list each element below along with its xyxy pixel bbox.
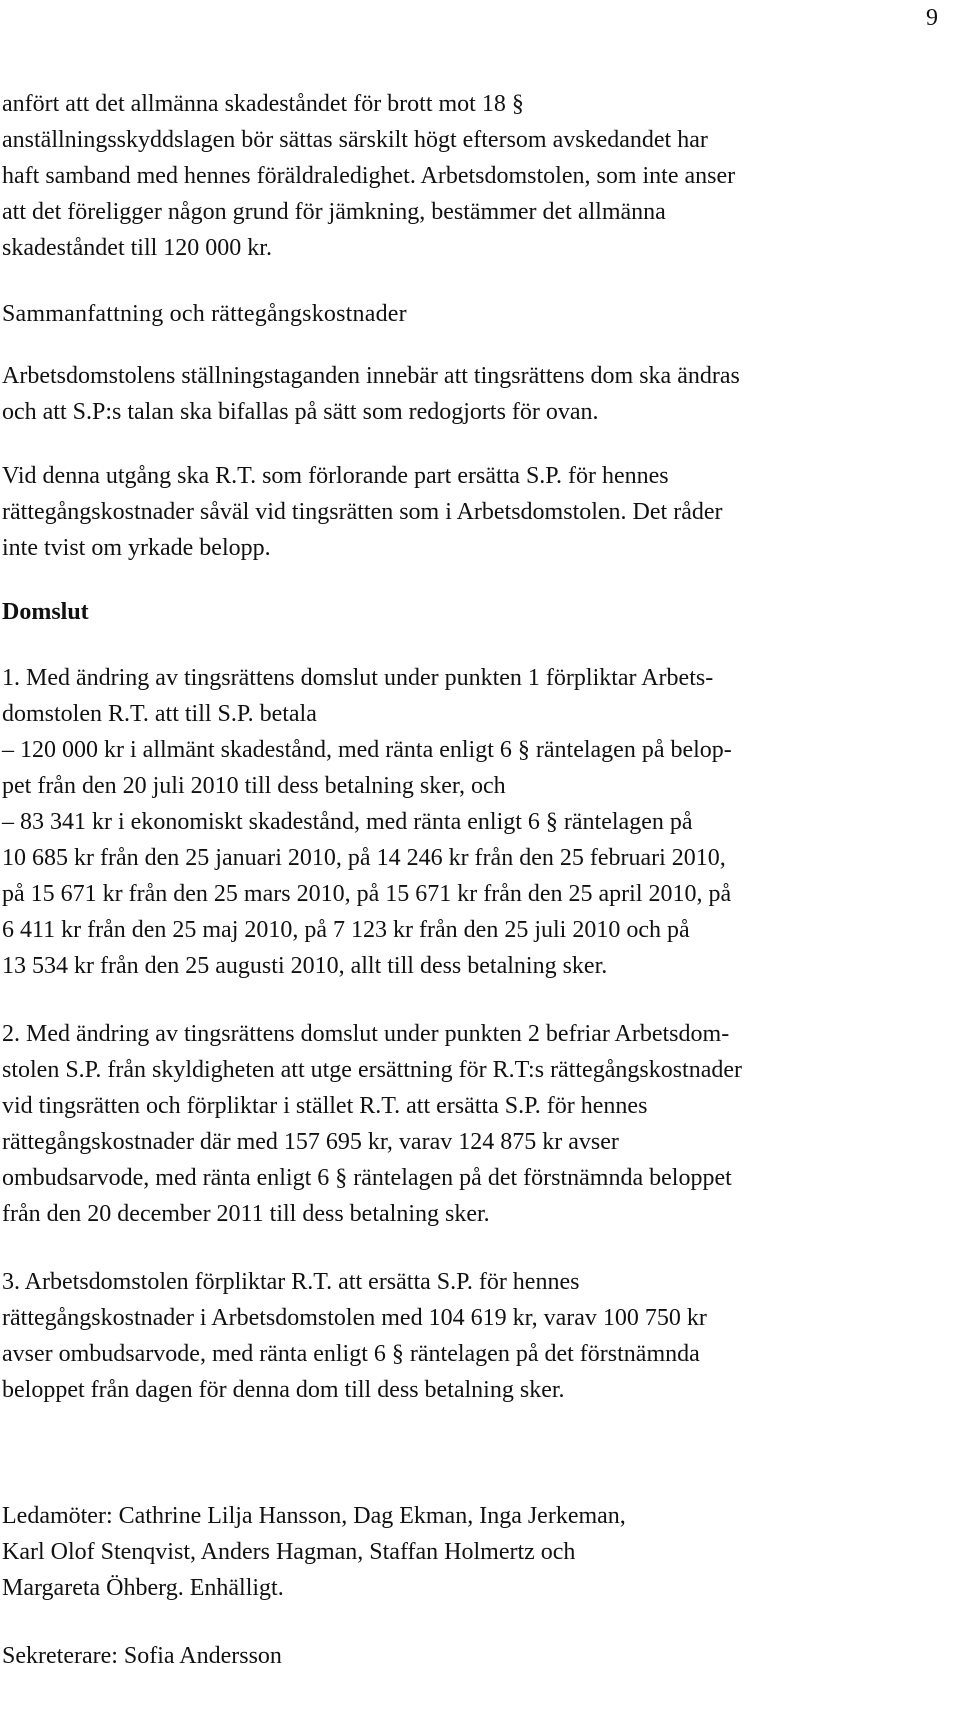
- text-line: rättegångskostnader såväl vid tingsrätten som i Arbetsdomstolen. Det råder: [2, 499, 723, 525]
- text-line: beloppet från dagen för denna dom till dess betalning sker.: [2, 1377, 565, 1403]
- intro-paragraph: [2, 86, 952, 266]
- text-line: anfört att det allmänna skadeståndet för brott mot 18 §: [2, 91, 524, 117]
- text-line: Vid denna utgång ska R.T. som förlorande part ersätta S.P. för hennes: [2, 463, 669, 489]
- text-line: Karl Olof Stenqvist, Anders Hagman, Staffan Holmertz och: [2, 1539, 576, 1565]
- text-line: rättegångskostnader i Arbetsdomstolen med 104 619 kr, varav 100 750 kr: [2, 1305, 707, 1331]
- text-line: skadeståndet till 120 000 kr.: [2, 235, 272, 261]
- page-number: 9: [926, 5, 938, 31]
- text-line: ombudsarvode, med ränta enligt 6 § räntelagen på det förstnämnda beloppet: [2, 1165, 732, 1191]
- text-line: från den 20 december 2011 till dess betalning sker.: [2, 1201, 490, 1227]
- summary-paragraph: [2, 358, 952, 430]
- domslut-item-1: [2, 660, 952, 984]
- text-line: och att S.P:s talan ska bifallas på sätt som redogjorts för ovan.: [2, 399, 599, 425]
- domslut-item-3: [2, 1264, 952, 1408]
- document-body: [2, 86, 952, 1674]
- costs-paragraph: [2, 458, 952, 566]
- text-line: – 120 000 kr i allmänt skadestånd, med ränta enligt 6 § räntelagen på belop-: [2, 737, 732, 763]
- text-line: 2. Med ändring av tingsrättens domslut under punkten 2 befriar Arbetsdom-: [2, 1021, 730, 1047]
- text-line: Ledamöter: Cathrine Lilja Hansson, Dag Ekman, Inga Jerkeman,: [2, 1503, 626, 1529]
- text-line: Arbetsdomstolens ställningstaganden innebär att tingsrättens dom ska ändras: [2, 363, 740, 389]
- text-line: – 83 341 kr i ekonomiskt skadestånd, med ränta enligt 6 § räntelagen på: [2, 809, 693, 835]
- text-line: 10 685 kr från den 25 januari 2010, på 14 246 kr från den 25 februari 2010,: [2, 845, 726, 871]
- text-line: inte tvist om yrkade belopp.: [2, 535, 271, 561]
- summary-heading: Sammanfattning och rättegångskostnader: [2, 301, 407, 327]
- members-paragraph: [2, 1498, 952, 1606]
- text-line: domstolen R.T. att till S.P. betala: [2, 701, 317, 727]
- domslut-heading: Domslut: [2, 599, 89, 625]
- text-line: vid tingsrätten och förpliktar i stället R.T. att ersätta S.P. för hennes: [2, 1093, 648, 1119]
- text-line: 13 534 kr från den 25 augusti 2010, allt till dess betalning sker.: [2, 953, 608, 979]
- text-line: 6 411 kr från den 25 maj 2010, på 7 123 kr från den 25 juli 2010 och på: [2, 917, 690, 943]
- text-line: pet från den 20 juli 2010 till dess betalning sker, och: [2, 773, 506, 799]
- text-line: 1. Med ändring av tingsrättens domslut under punkten 1 förpliktar Arbets-: [2, 665, 714, 691]
- text-line: anställningsskyddslagen bör sättas särskilt högt eftersom avskedandet har: [2, 127, 708, 153]
- text-line: stolen S.P. från skyldigheten att utge ersättning för R.T:s rättegångskostnader: [2, 1057, 742, 1083]
- text-line: haft samband med hennes föräldraledighet. Arbetsdomstolen, som inte anser: [2, 163, 736, 189]
- text-line: på 15 671 kr från den 25 mars 2010, på 15 671 kr från den 25 april 2010, på: [2, 881, 732, 907]
- secretary-line: Sekreterare: Sofia Andersson: [2, 1643, 282, 1669]
- text-line: Margareta Öhberg. Enhälligt.: [2, 1575, 284, 1601]
- domslut-item-2: [2, 1016, 952, 1232]
- text-line: 3. Arbetsdomstolen förpliktar R.T. att ersätta S.P. för hennes: [2, 1269, 580, 1295]
- text-line: avser ombudsarvode, med ränta enligt 6 § räntelagen på det förstnämnda: [2, 1341, 700, 1367]
- text-line: rättegångskostnader där med 157 695 kr, varav 124 875 kr avser: [2, 1129, 619, 1155]
- text-line: att det föreligger någon grund för jämkning, bestämmer det allmänna: [2, 199, 666, 225]
